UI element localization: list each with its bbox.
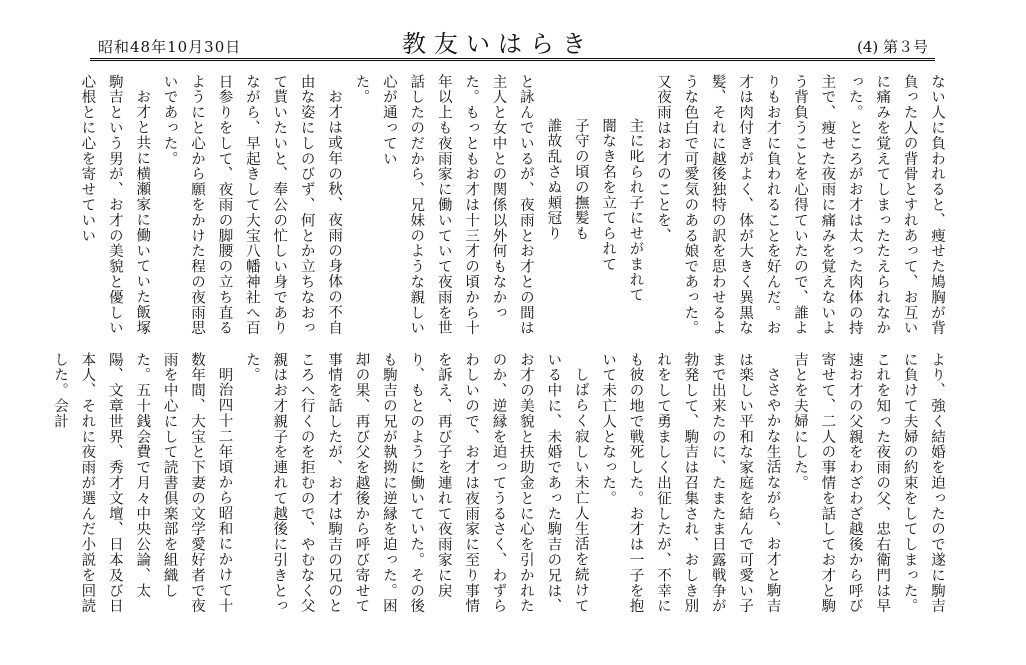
issue-date: 昭和48年10月30日 xyxy=(98,38,242,56)
paragraph: た。 xyxy=(353,74,370,105)
page-issue-number: (4) 第３号 xyxy=(856,38,928,56)
paragraph: お才と共に横瀬家に働いていた飯塚駒吉という男が、お才の美貌と優しい心根とに心を寄せていい xyxy=(79,74,151,336)
poem-line: 闇なき名を立てられて xyxy=(600,117,617,272)
paragraph: ない人に負われると、痩せた鳩胸が背負った人の背骨とすれあって、お互いに痛みを覚えてしまったたえられなかった。ところがお才は太った肉体の持主で、痩せた夜雨に痛みを覚えないよう背負うことを心得ていたので、誰よりもお才に負われることを好んだ。お才は肉付きがよく、体が大きく異黒な髪、それに越後独特の訳を思わせるような色白で可愛気のある娘であった。又夜雨はお才のことを、 xyxy=(654,74,945,336)
upper-text-block xyxy=(60,74,950,336)
newsletter-title: 教友いはらき xyxy=(402,30,594,58)
lower-text-block xyxy=(52,352,950,614)
paragraph: より、強く結婚を迫ったので遂に駒吉に負けて夫婦の約束をしてしまった。これを知った夜雨の父、忠右衛門は早速お才の父親をわざわざ越後から呼び寄せて、二人の事情を話してお才と駒吉とを夫婦にした。 xyxy=(791,352,945,614)
paragraph: ささやかな生活ながら、お才と駒吉は楽しい平和な家庭を結んで可愛い子まで出来たのに、たまたま日露戦争が勃発して、駒吉は召集され、おしき別れをして勇ましく出征したが、不幸にも彼の地で戦死した。お才は一子を抱いて未亡人となった。 xyxy=(600,352,781,614)
paragraph: しばらく寂しい未亡人生活を続けている中に、未婚であった駒吉の兄は、お才の美貌と扶助金とに心を引かれたのか、逆縁を迫ってうるさく、わずらわしいので、お才は夜雨家に至り事情を訴え、再び子を連れて夜雨家に戻り、もとのように働いていた。その後も駒吉の兄が執拗に逆縁を迫った。困却の果、再び父を越後から呼び寄せて事情を話したが、お才は駒吉の兄のところへ行くのを拒むので、やむなく父親はお才親子を連れて越後に引きとった。 xyxy=(243,352,589,614)
poem-line: 子守の頃の撫髪も xyxy=(572,117,589,241)
paragraph: お才は或年の秋、夜雨の身体の不自由な姿にしのびず、何とか立ちなおって貰いたいと、奉公の忙しい身でありながら、早起きして大宝八幡神社へ百日参りをして、夜雨の脚腰の立ち直るようにと心から願をかけた程の夜雨思いであった。 xyxy=(161,74,343,336)
paragraph: 明治四十二年頃から昭和にかけて十数年間、大宝と下妻の文学愛好者で夜雨を中心にして読書倶楽部を組織した。五十銭会費で月々中央公論、太陽、文章世界、秀才文壇、日本及び日本人、それに夜雨が選んだ小説を回読した。会計 xyxy=(52,352,233,614)
poem-line: 誰故乱さぬ頬冠り xyxy=(545,117,562,241)
header-rule xyxy=(90,58,935,61)
page-header xyxy=(0,0,1026,62)
paragraph: と詠んでいるが、夜雨とお才との間は主人と女中との関係以外何もなかった。もっともお才は十三才の頃から十年以上も夜雨家に働いていて夜雨を世話したのだから、兄妹のような親しい心が通ってい xyxy=(380,74,534,336)
poem-line: 主に叱られ子にせがまれて xyxy=(627,117,644,303)
poem xyxy=(539,74,649,336)
